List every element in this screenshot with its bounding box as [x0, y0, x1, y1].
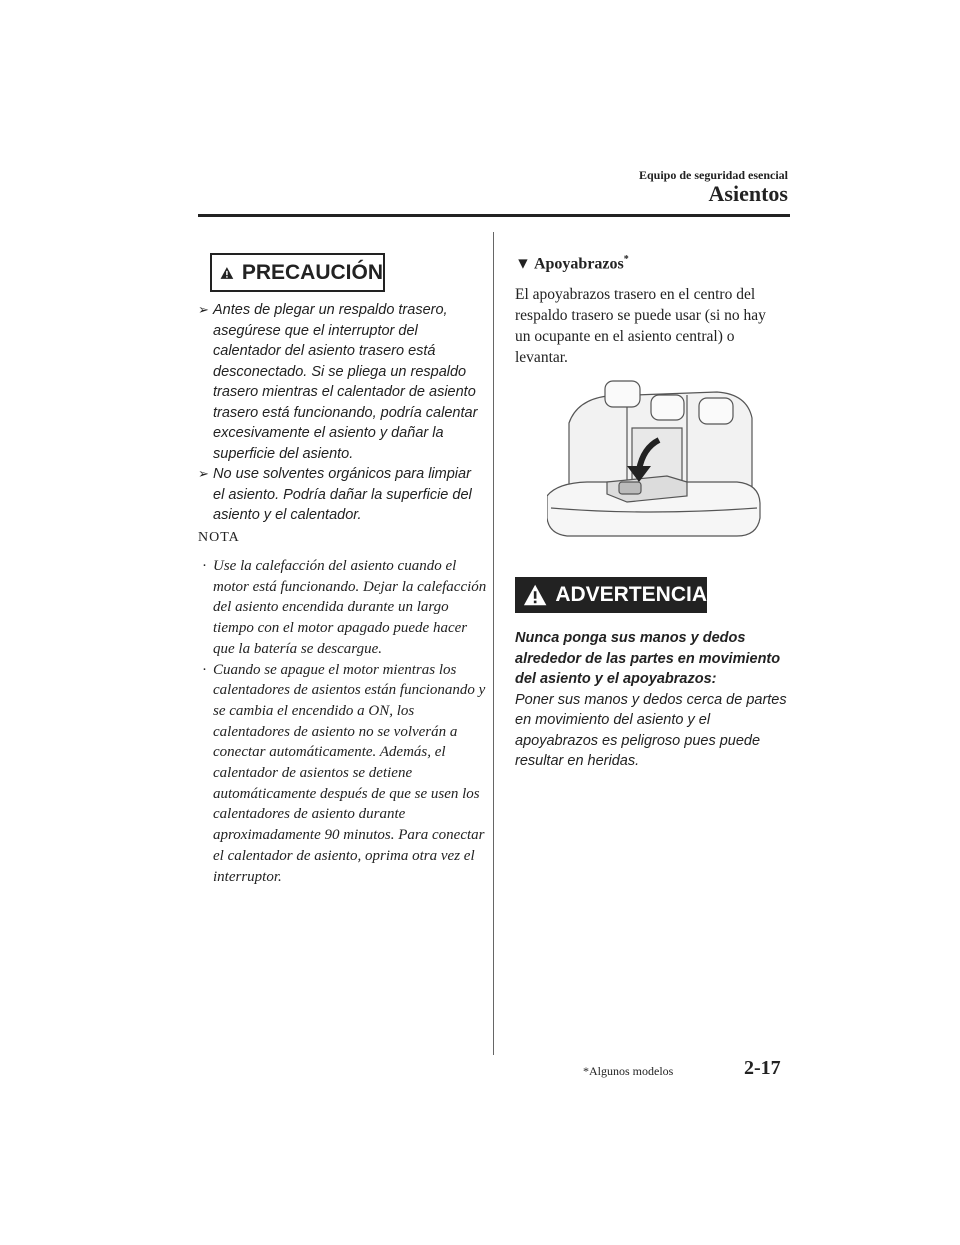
warning-strong-text: Nunca ponga sus manos y dedos alrededor de las partes en movimiento del asiento y el apoyabrazos:	[515, 630, 781, 687]
warning-text: Poner sus manos y dedos cerca de partes en movimiento del asiento y el apoyabrazos es peligroso pues puede resultar en heridas.	[515, 691, 787, 769]
nota-item-text: Cuando se apague el motor mientras los calentadores de asientos están funcionando y se cambia el encendido a ON, los calentadores de asiento no se volverán a conectar automáticamente. Además, el calentador de asientos se detiene automáticamente después de que se usen los calentadores de asiento durante aproximadamente 90 minutos. Para conectar el calentador de asiento, oprima otra vez el interruptor.	[213, 661, 486, 885]
caution-item-text: Antes de plegar un respaldo trasero, asegúrese que el interruptor del calentador del asiento trasero está desconectado. Si se pliega un respaldo trasero mientras el calentador de asiento trasero está funcionando, podría calentar excesivamente el asiento y dañar la superficie del asiento.	[213, 302, 478, 462]
page-number: 2-17	[744, 1057, 781, 1079]
caution-item	[198, 300, 483, 464]
caution-badge-label: PRECAUCIÓN	[241, 260, 383, 284]
warning-block	[515, 628, 793, 772]
header-rule	[198, 214, 790, 217]
caution-item	[198, 464, 483, 526]
arrow-marker-icon: ➢	[198, 466, 209, 481]
caution-item-text: No use solventes orgánicos para limpiar el asiento. Podría dañar la superficie del asiento y el calentador.	[213, 466, 472, 523]
nota-list	[198, 556, 488, 887]
asterisk-mark: *	[623, 254, 629, 265]
column-divider	[493, 232, 494, 1055]
nota-item-text: Use la calefacción del asiento cuando el motor está funcionando. Dejar la calefacción del asiento encendida durante un largo tiempo con el motor apagado puede hacer que la batería se descargue.	[213, 558, 487, 657]
warning-triangle-icon	[523, 583, 547, 607]
nota-item	[198, 556, 488, 660]
footer-note: *Algunos modelos	[583, 1064, 674, 1078]
page-title: Asientos	[708, 181, 788, 206]
warning-triangle-icon	[220, 261, 234, 285]
arrow-marker-icon: ➢	[198, 302, 209, 317]
armrest-heading	[515, 254, 629, 273]
nota-item	[198, 660, 488, 888]
rear-seat-armrest-illustration	[547, 378, 762, 538]
armrest-heading-text: Apoyabrazos	[533, 255, 624, 273]
caution-list	[198, 300, 483, 526]
bullet-icon: ·	[202, 558, 207, 574]
bullet-icon: ·	[202, 661, 207, 678]
caution-badge	[210, 253, 385, 292]
triangle-marker-icon: ▼	[515, 255, 531, 273]
warning-badge	[515, 577, 707, 613]
header-section-label: Equipo de seguridad esencial	[638, 168, 788, 182]
warning-badge-label: ADVERTENCIA	[555, 583, 707, 606]
nota-label: NOTA	[198, 530, 240, 545]
armrest-body: El apoyabrazos trasero en el centro del respaldo trasero se puede usar (si no hay un ocupante en el asiento central) o levantar.	[515, 286, 766, 366]
